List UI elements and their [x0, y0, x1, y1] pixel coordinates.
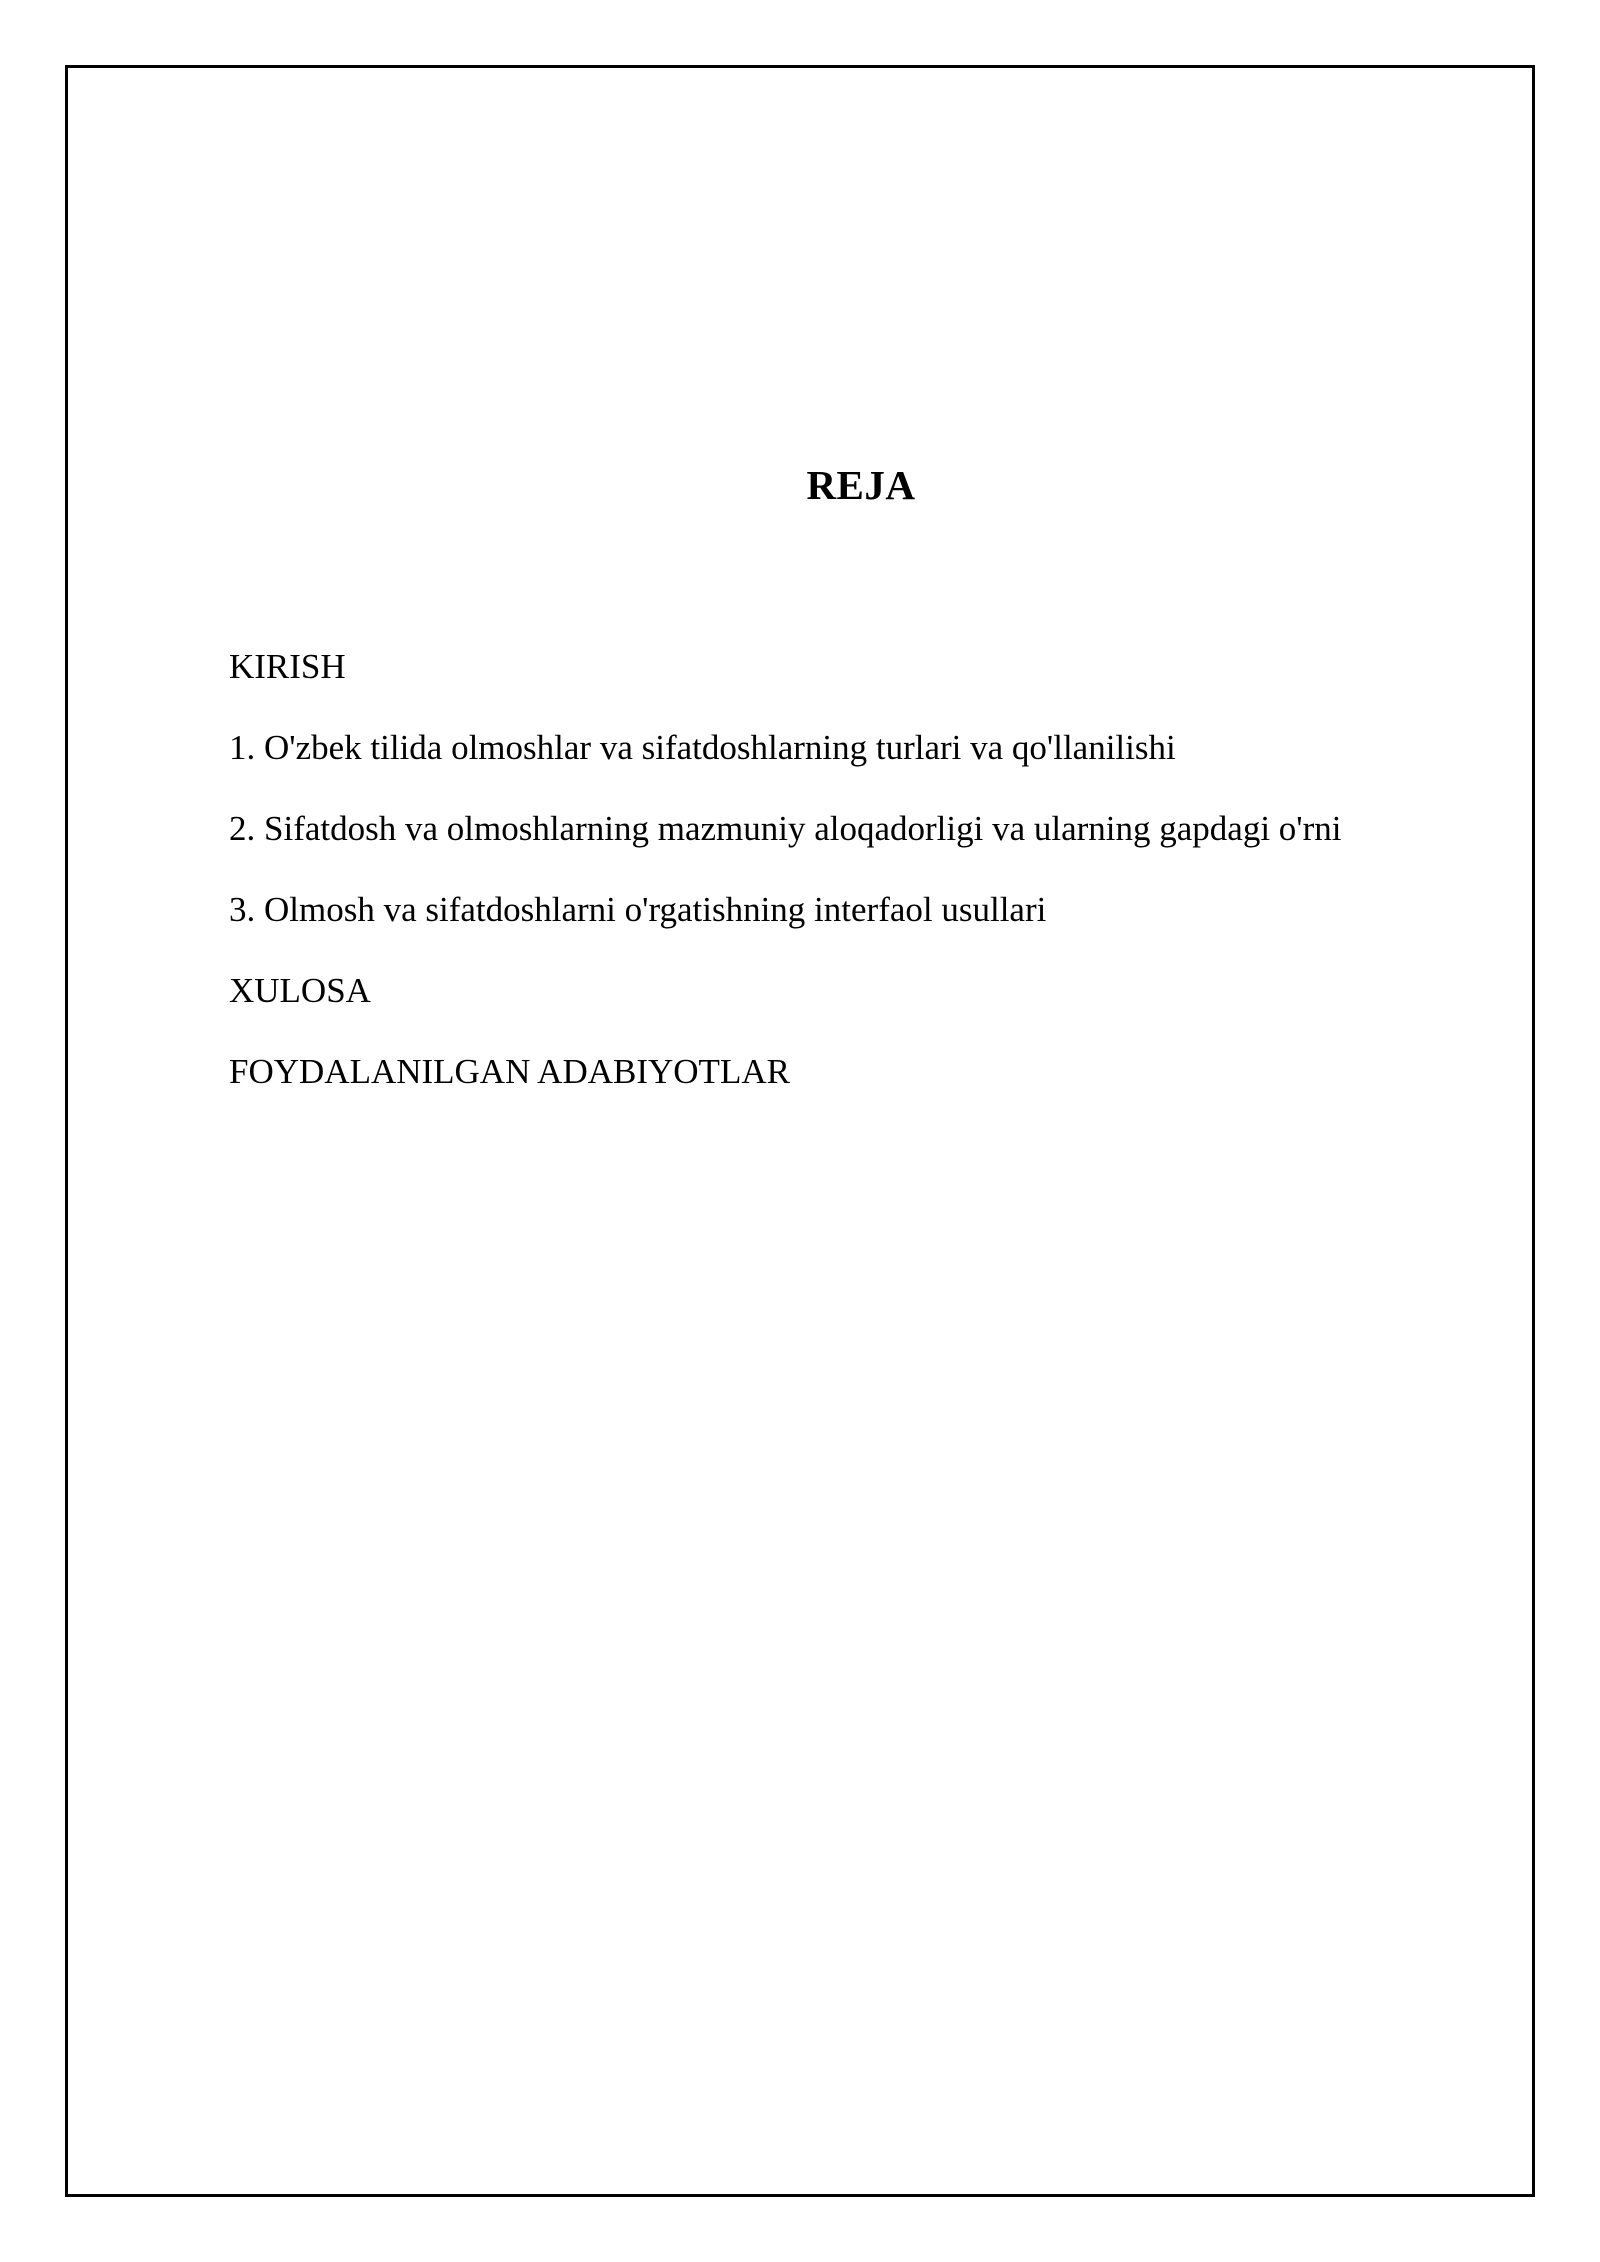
- page-border: [65, 65, 1535, 2197]
- toc-item-section-3: 3. Olmosh va sifatdoshlarni o'rgatishning interfaol usullari: [229, 890, 1047, 929]
- toc-item-introduction: KIRISH: [229, 647, 346, 686]
- toc-item-references: FOYDALANILGAN ADABIYOTLAR: [229, 1052, 790, 1091]
- table-of-contents: [229, 637, 1499, 1123]
- toc-item-conclusion: XULOSA: [229, 971, 371, 1010]
- page-title: REJA: [806, 462, 916, 508]
- toc-item-section-1: 1. O'zbek tilida olmoshlar va sifatdoshlarning turlari va qo'llanilishi: [229, 728, 1176, 767]
- toc-item-section-2: 2. Sifatdosh va olmoshlarning mazmuniy aloqadorligi va ularning gapdagi o'rni: [229, 809, 1342, 848]
